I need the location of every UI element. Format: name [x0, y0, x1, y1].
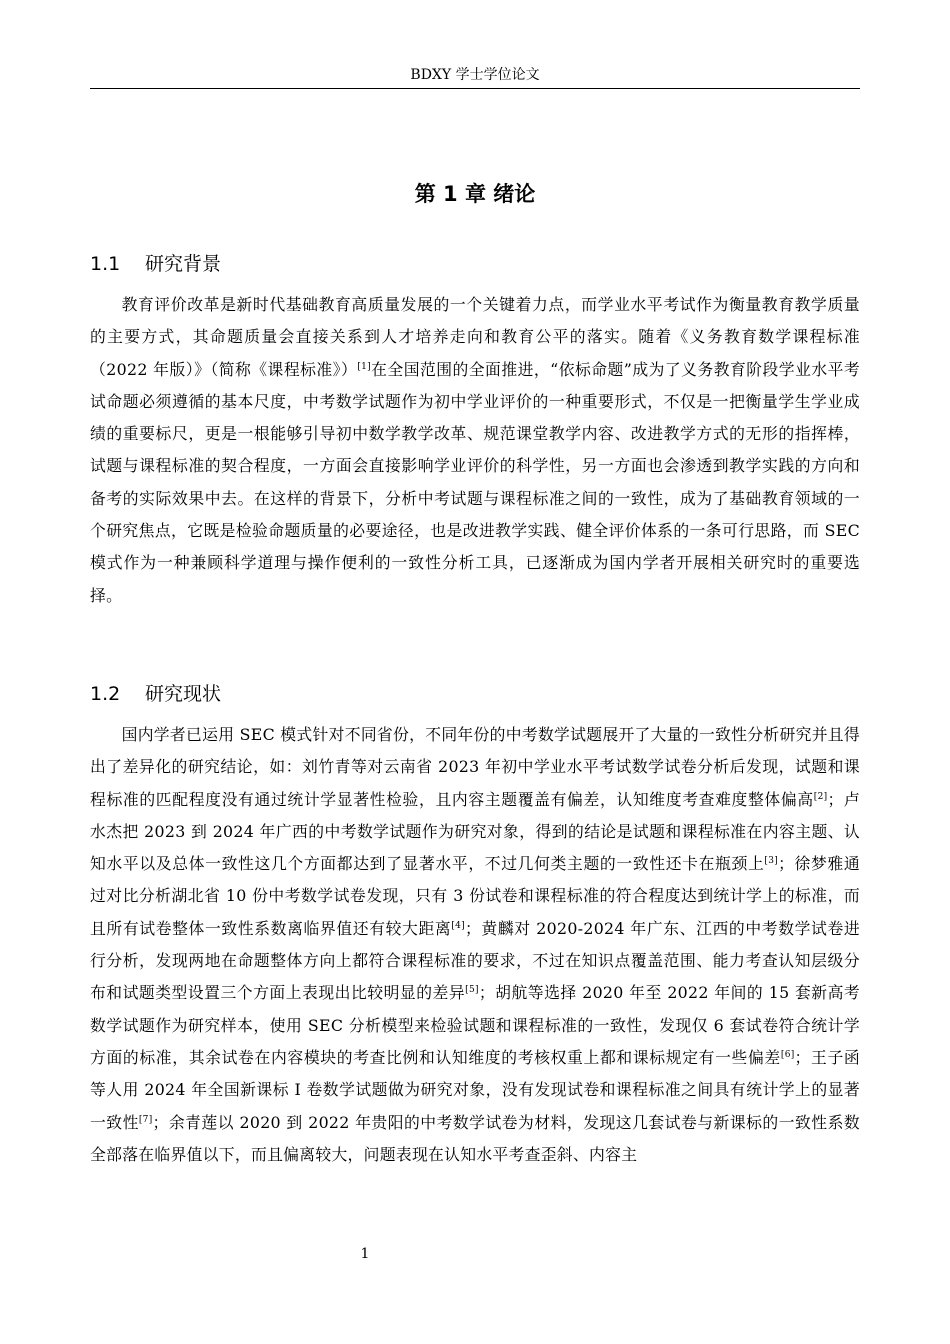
paragraph-text: ；卢水杰把 2023 到 2024 年广西的中考数学试题作为研究对象，得到的结论是试题和课程标准在内容主题、认知水平以及总体一致性这几个方面都达到了显著水平，不过几何类主题的一致性还卡在瓶颈上 — [90, 789, 861, 874]
citation-marker[interactable]: [4] — [451, 920, 465, 931]
section-number: 1.2 — [90, 683, 121, 705]
paragraph-status — [90, 719, 860, 1171]
paragraph-text: ；胡航等选择 2020 年至 2022 年间的 15 套新高考数学试题作为研究样本，使用 SEC 分析模型来检验试题和课程标准的一致性，发现仅 6 套试卷符合统计学方面的标准，其余试卷在内容模块的考查比例和认知维度的考核权重上都和课标规定有一些偏差 — [90, 983, 861, 1067]
paragraph-background — [90, 289, 860, 612]
citation-marker[interactable]: [6] — [780, 1049, 795, 1060]
section-title: 研究背景 — [145, 253, 222, 275]
paragraph-text: 国内学者已运用 SEC 模式针对不同省份，不同年份的中考数学试题展开了大量的一致性分析研究并且得出了差异化的研究结论，如：刘竹青等对云南省 2023 年初中学业水平考试数学试卷分析后发现，试题和课程标准的匹配程度没有通过统计学显著性检验，且内容主题覆盖有偏差，认知维度考查难度整体偏高 — [90, 725, 860, 809]
citation-marker[interactable]: [2] — [813, 791, 828, 802]
paragraph-text: 在全国范围的全面推进，“依标命题”成为了义务教育阶段学业水平考试命题必须遵循的基本尺度，中考数学试题作为初中学业评价的一种重要形式，不仅是一把衡量学生学业成绩的重要标尺，更是一根能够引导初中数学教学改革、规范课堂教学内容、改进教学方式的无形的指挥棒，试题与课程标准的契合程度，一方面会直接影响学业评价的科学性，另一方面也会渗透到教学实践的方向和备考的实际效果中去。在这样的背景下，分析中考试题与课程标准之间的一致性，成为了基础教育领域的一个研究焦点，它既是检验命题质量的必要途径，也是改进教学实践、健全评价体系的一条可行思路，而 SEC 模式作为一种兼顾科学道理与操作便利的一致性分析工具，已逐渐成为国内学者开展相关研究时的重要选择。 — [90, 359, 861, 605]
section-heading-status — [90, 680, 221, 708]
chapter-title: 第 1 章 绪论 — [414, 182, 536, 206]
section-title: 研究现状 — [145, 683, 222, 705]
section-heading-background — [90, 250, 221, 278]
paragraph-text: ；徐梦雅通过对比分析湖北省 10 份中考数学试卷发现，只有 3 份试卷和课程标准的符合程度达到统计学上的标准，而且所有试卷整体一致性系数离临界值还有较大距离 — [90, 854, 860, 938]
section-number: 1.1 — [90, 253, 121, 275]
page-number: 1 — [360, 1246, 370, 1262]
citation-marker[interactable]: [7] — [138, 1114, 153, 1125]
paragraph-text: ；余青莲以 2020 到 2022 年贵阳的中考数学试卷为材料，发现这几套试卷与新课标的一致性系数全部落在临界值以下，而且偏离较大，问题表现在认知水平考查歪斜、内容主 — [90, 1112, 860, 1164]
paragraph-text: ；黄麟对 2020-2024 年广东、江西的中考数学试卷进行分析，发现两地在命题整体方向上都符合课程标准的要求，不过在知识点覆盖范围、能力考查认知层级分布和试题类型设置三个方面上表现出比较明显的差异 — [90, 918, 860, 1003]
paragraph-text: ；王子函等人用 2024 年全国新课标 I 卷数学试题做为研究对象，没有发现试卷和课程标准之间具有统计学上的显著一致性 — [90, 1047, 860, 1132]
citation-marker[interactable]: [1] — [357, 361, 371, 372]
citation-marker[interactable]: [5] — [465, 985, 479, 996]
running-header — [90, 64, 860, 89]
citation-marker[interactable]: [3] — [764, 856, 779, 867]
paragraph-text: 教育评价改革是新时代基础教育高质量发展的一个关键着力点，而学业水平考试作为衡量教育教学质量的主要方式，其命题质量会直接关系到人才培养走向和教育公平的落实。随着《义务教育数学课程标准（2022 年版）》（简称《课程标准》） — [90, 295, 860, 379]
running-header-title: BDXY 学士学位论文 — [410, 67, 540, 83]
